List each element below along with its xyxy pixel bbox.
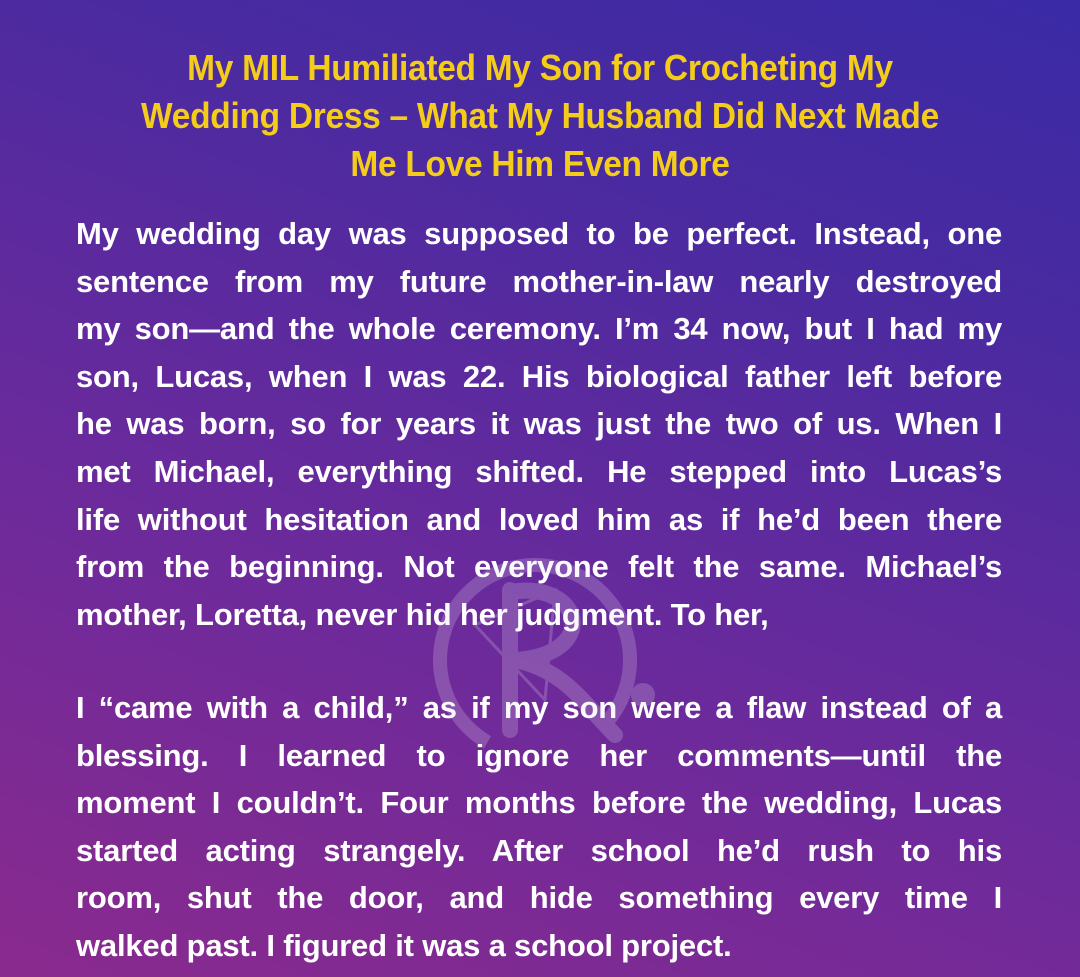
text-line: life without hesitation and loved him as if he’d been there (76, 501, 1002, 537)
text-line: mother, Loretta, never hid her judgment. To her, (76, 596, 769, 632)
text-line: son, Lucas, when I was 22. His biological father left before (76, 358, 1002, 394)
title-line: Me Love Him Even More (350, 143, 730, 184)
text-line: walked past. I figured it was a school project. (76, 927, 732, 963)
text-line: met Michael, everything shifted. He stepped into Lucas’s (76, 453, 1002, 489)
text-line: room, shut the door, and hide something every time I (76, 880, 1002, 916)
text-line: my son—and the whole ceremony. I’m 34 now, but I had my (76, 311, 1002, 347)
text-line: blessing. I learned to ignore her comments—until the (76, 737, 1002, 773)
text-line: from the beginning. Not everyone felt the same. Michael’s (76, 549, 1002, 585)
text-line: My wedding day was supposed to be perfect. Instead, one (76, 216, 1002, 251)
story-title (94, 44, 987, 188)
text-line: started acting strangely. After school he’d rush to his (76, 832, 1002, 868)
text-line: he was born, so for years it was just the two of us. When I (76, 406, 1002, 442)
title-line: Wedding Dress – What My Husband Did Next Made (141, 95, 939, 136)
text-line: sentence from my future mother-in-law nearly destroyed (76, 263, 1002, 299)
text-line: moment I couldn’t. Four months before the wedding, Lucas (76, 785, 1002, 821)
logo-monogram-icon (415, 530, 685, 780)
title-line: My MIL Humiliated My Son for Crocheting My (187, 47, 893, 88)
text-line: I “came with a child,” as if my son were a flaw instead of a (76, 690, 1002, 725)
